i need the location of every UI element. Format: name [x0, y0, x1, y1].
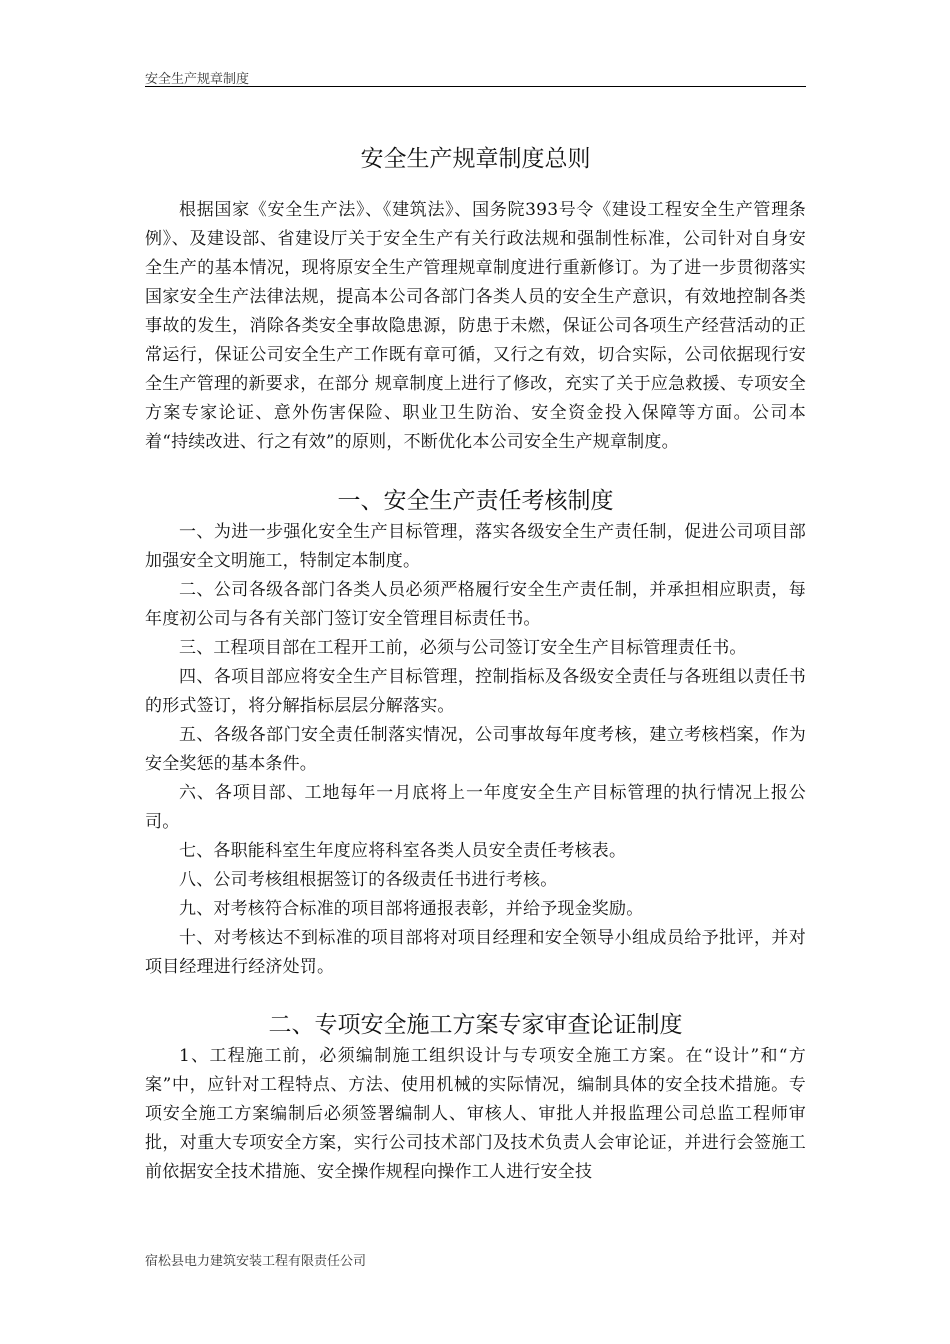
- section-1-clause: 四、各项目部应将安全生产目标管理，控制指标及各级安全责任与各班组以责任书的形式签订，将分解指标层层分解落实。: [145, 667, 806, 716]
- company-footer: 宿松县电力建筑安装工程有限责任公司: [145, 1254, 367, 1269]
- section-1-clause: 九、对考核符合标准的项目部将通报表彰，并给予现金奖励。: [179, 899, 644, 919]
- document-title: 安全生产规章制度总则: [360, 146, 591, 172]
- section-2-heading: 二、专项安全施工方案专家审查论证制度: [268, 1012, 683, 1038]
- intro-paragraph: 根据国家《安全生产法》、《建筑法》、国务院393号令《建设工程安全生产管理条例》、及建设部、省建设厅关于安全生产有关行政法规和强制性标准，公司针对自身安全生产的基本情况，现将原安全生产管理规章制度进行重新修订。为了进一步贯彻落实国家安全生产法律法规，提高本公司各部门各类人员的安全生产意识，有效地控制各类事故的发生，消除各类安全事故隐患源，防患于未燃，保证公司各项生产经营活动的正常运行，保证公司安全生产工作既有章可循，又行之有效，切合实际，公司依据现行安全生产管理的新要求，在部分 规章制度上进行了修改，充实了关于应急救援、专项安全方案专家论证、意外伤害保险、职业卫生防治、安全资金投入保障等方面。公司本着“持续改进、行之有效”的原则，不断优化本公司安全生产规章制度。: [145, 200, 806, 452]
- running-header: 安全生产规章制度: [145, 72, 250, 87]
- section-1-clause: 二、公司各级各部门各类人员必须严格履行安全生产责任制，并承担相应职责，每年度初公司与各有关部门签订安全管理目标责任书。: [145, 580, 806, 629]
- section-1-clause: 七、各职能科室生年度应将科室各类人员安全责任考核表。: [179, 841, 627, 861]
- section-2-clause: 1、工程施工前，必须编制施工组织设计与专项安全施工方案。在“设计”和“方案”中，应针对工程特点、方法、使用机械的实际情况，编制具体的安全技术措施。专项安全施工方案编制后必须签署编制人、审核人、审批人并报监理公司总监工程师审批，对重大专项安全方案，实行公司技术部门及技术负责人会审论证，并进行会签施工前依据安全技术措施、安全操作规程向操作工人进行安全技: [145, 1046, 806, 1182]
- section-1-heading: 一、安全生产责任考核制度: [337, 488, 614, 514]
- section-1-clause: 一、为进一步强化安全生产目标管理，落实各级安全生产责任制，促进公司项目部加强安全文明施工，特制定本制度。: [145, 522, 806, 571]
- section-1-clause: 五、各级各部门安全责任制落实情况，公司事故每年度考核，建立考核档案，作为安全奖惩的基本条件。: [145, 725, 806, 774]
- section-1-clause: 十、对考核达不到标准的项目部将对项目经理和安全领导小组成员给予批评，并对项目经理进行经济处罚。: [145, 928, 806, 977]
- section-1-clause: 六、各项目部、工地每年一月底将上一年度安全生产目标管理的执行情况上报公司。: [145, 783, 806, 832]
- section-1-clause: 三、工程项目部在工程开工前，必须与公司签订安全生产目标管理责任书。: [179, 638, 747, 658]
- header-divider: [145, 86, 806, 87]
- document-body: [145, 142, 806, 1187]
- section-1-clause: 八、公司考核组根据签订的各级责任书进行考核。: [179, 870, 558, 890]
